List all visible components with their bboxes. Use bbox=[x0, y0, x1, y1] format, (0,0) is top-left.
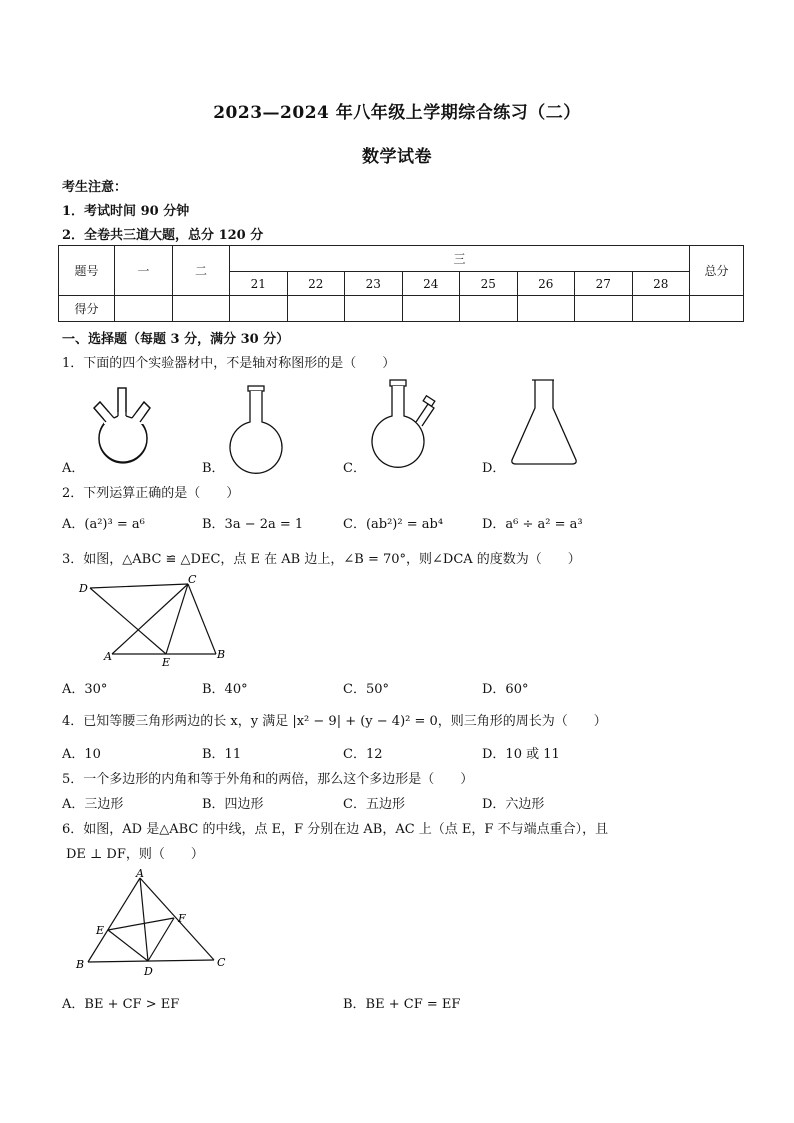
point-label-e: E bbox=[96, 924, 105, 937]
question-number-26: 26 bbox=[517, 272, 575, 296]
question-5-stem: 5．一个多边形的内角和等于外角和的两倍，那么这个多边形是（ ） bbox=[62, 772, 474, 787]
point-label-e: E bbox=[162, 656, 171, 669]
question-1-option-d: D． bbox=[482, 461, 506, 476]
question-1-option-c: C． bbox=[343, 461, 366, 476]
score-table bbox=[58, 245, 744, 322]
score-cell bbox=[575, 296, 633, 322]
question-2-option-d: D．a⁶ ÷ a² = a³ bbox=[482, 517, 583, 532]
question-number-25: 25 bbox=[460, 272, 518, 296]
score-cell bbox=[690, 296, 744, 322]
notice-item-1: 1．考试时间 90 分钟 bbox=[62, 204, 190, 219]
question-4-stem: 4．已知等腰三角形两边的长 x，y 满足 |x² − 9| + (y − 4)² = 0，则三角形的周长为（ ） bbox=[62, 714, 607, 729]
conical-flask-figure bbox=[508, 378, 584, 470]
point-label-b: B bbox=[76, 958, 85, 971]
exam-subtitle: 数学试卷 bbox=[362, 147, 432, 167]
point-label-a: A bbox=[104, 650, 112, 663]
point-label-a: A bbox=[136, 867, 144, 880]
question-number-27: 27 bbox=[575, 272, 633, 296]
question-5-option-c: C．五边形 bbox=[343, 797, 405, 812]
score-cell bbox=[287, 296, 345, 322]
question-5-option-b: B．四边形 bbox=[202, 797, 264, 812]
question-4-option-b: B．11 bbox=[202, 747, 242, 762]
question-3-option-a: A．30° bbox=[62, 682, 108, 697]
question-2-stem: 2．下列运算正确的是（ ） bbox=[62, 486, 240, 501]
score-cell bbox=[632, 296, 690, 322]
side-arm-flask-figure bbox=[368, 378, 448, 470]
point-label-d: D bbox=[79, 582, 88, 595]
exam-title: 2023—2024 年八年级上学期综合练习（二） bbox=[213, 103, 581, 123]
question-3-option-b: B．40° bbox=[202, 682, 248, 697]
question-3-option-c: C．50° bbox=[343, 682, 389, 697]
question-number-24: 24 bbox=[402, 272, 460, 296]
score-row-label: 得分 bbox=[59, 296, 115, 322]
question-number-22: 22 bbox=[287, 272, 345, 296]
three-neck-flask-figure bbox=[86, 378, 166, 470]
notice-item-2: 2．全卷共三道大题，总分 120 分 bbox=[62, 228, 264, 243]
question-4-option-d: D．10 或 11 bbox=[482, 747, 560, 762]
question-2-option-b: B．3a − 2a = 1 bbox=[202, 517, 304, 532]
header-total: 总分 bbox=[690, 246, 744, 296]
header-section-three: 三 bbox=[230, 246, 690, 272]
question-number-23: 23 bbox=[345, 272, 403, 296]
question-2-option-a: A．(a²)³ = a⁶ bbox=[62, 517, 145, 532]
question-4-option-a: A．10 bbox=[62, 747, 101, 762]
triangle-figure-q6 bbox=[74, 868, 234, 980]
question-1-option-a: A． bbox=[62, 461, 85, 476]
question-6-stem-line-1: 6．如图，AD 是△ABC 的中线，点 E，F 分别在边 AB，AC 上（点 E，F 不与端点重合），且 bbox=[62, 822, 609, 837]
score-cell bbox=[517, 296, 575, 322]
score-cell bbox=[345, 296, 403, 322]
question-4-option-c: C．12 bbox=[343, 747, 383, 762]
question-6-option-a: A．BE + CF > EF bbox=[62, 997, 180, 1012]
question-3-stem: 3．如图，△ABC ≌ △DEC，点 E 在 AB 边上，∠B = 70°，则∠DCA 的度数为（ ） bbox=[62, 552, 581, 567]
point-label-b: B bbox=[217, 648, 226, 661]
score-cell bbox=[460, 296, 518, 322]
point-label-c: C bbox=[217, 956, 226, 969]
question-1-option-b: B． bbox=[202, 461, 225, 476]
question-5-option-d: D．六边形 bbox=[482, 797, 545, 812]
question-3-option-d: D．60° bbox=[482, 682, 529, 697]
header-section-two: 二 bbox=[173, 246, 230, 296]
round-flask-figure bbox=[226, 384, 288, 470]
question-5-option-a: A．三边形 bbox=[62, 797, 124, 812]
score-cell bbox=[173, 296, 230, 322]
score-cell bbox=[115, 296, 173, 322]
section-heading: 一、选择题（每题 3 分，满分 30 分） bbox=[62, 332, 290, 347]
question-6-option-b: B．BE + CF = EF bbox=[343, 997, 461, 1012]
score-cell bbox=[402, 296, 460, 322]
point-label-d: D bbox=[144, 965, 153, 978]
point-label-f: F bbox=[178, 912, 186, 925]
notice-heading: 考生注意： bbox=[62, 180, 128, 195]
header-question: 题号 bbox=[59, 246, 115, 296]
header-section-one: 一 bbox=[115, 246, 173, 296]
question-1-stem: 1．下面的四个实验器材中，不是轴对称图形的是（ ） bbox=[62, 356, 396, 371]
point-label-c: C bbox=[188, 573, 197, 586]
score-cell bbox=[230, 296, 288, 322]
question-2-option-c: C．(ab²)² = ab⁴ bbox=[343, 517, 444, 532]
question-number-21: 21 bbox=[230, 272, 288, 296]
question-number-28: 28 bbox=[632, 272, 690, 296]
question-6-stem-line-2: DE ⊥ DF，则（ ） bbox=[66, 847, 204, 862]
triangle-figure-q3 bbox=[76, 574, 226, 670]
